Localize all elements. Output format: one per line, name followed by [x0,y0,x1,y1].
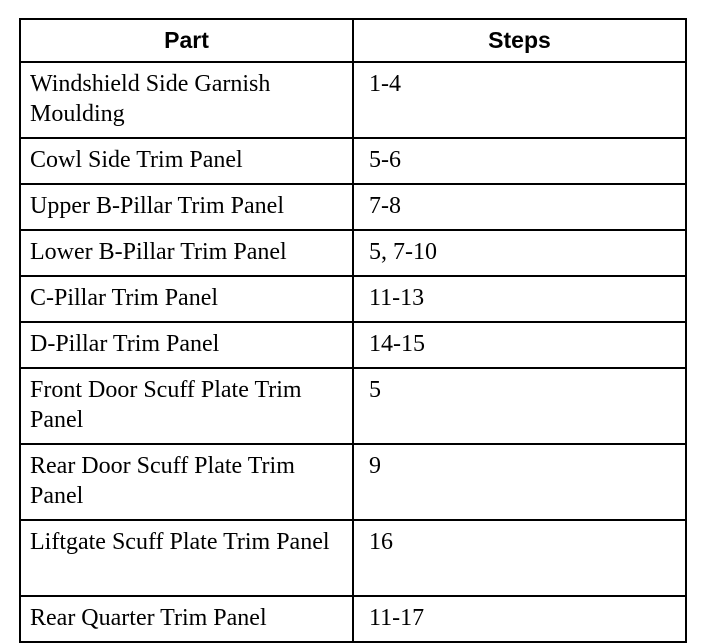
table-header [20,19,686,62]
table-row [20,444,686,520]
table-row [20,520,686,596]
steps-cell: 5, 7-10 [353,230,686,276]
table-row [20,62,686,138]
table-row [20,276,686,322]
header-part: Part [20,19,353,62]
steps-cell: 11-17 [353,596,686,642]
part-cell: D-Pillar Trim Panel [20,322,353,368]
header-steps: Steps [353,19,686,62]
part-cell: Front Door Scuff Plate Trim Panel [20,368,353,444]
part-cell: Liftgate Scuff Plate Trim Panel [20,520,353,596]
steps-cell: 7-8 [353,184,686,230]
part-cell: Cowl Side Trim Panel [20,138,353,184]
table-row [20,596,686,642]
document-page [19,18,685,634]
part-cell: Upper B-Pillar Trim Panel [20,184,353,230]
part-cell: Rear Door Scuff Plate Trim Panel [20,444,353,520]
steps-cell: 1-4 [353,62,686,138]
parts-steps-table [19,18,687,643]
table-row [20,322,686,368]
steps-cell: 16 [353,520,686,596]
table-row [20,230,686,276]
steps-cell: 14-15 [353,322,686,368]
steps-cell: 5-6 [353,138,686,184]
table-row [20,138,686,184]
part-cell: C-Pillar Trim Panel [20,276,353,322]
table-row [20,184,686,230]
steps-cell: 5 [353,368,686,444]
steps-cell: 11-13 [353,276,686,322]
steps-cell: 9 [353,444,686,520]
table-body [20,62,686,642]
header-row [20,19,686,62]
part-cell: Windshield Side Garnish Moulding [20,62,353,138]
part-cell: Rear Quarter Trim Panel [20,596,353,642]
part-cell: Lower B-Pillar Trim Panel [20,230,353,276]
table-row [20,368,686,444]
